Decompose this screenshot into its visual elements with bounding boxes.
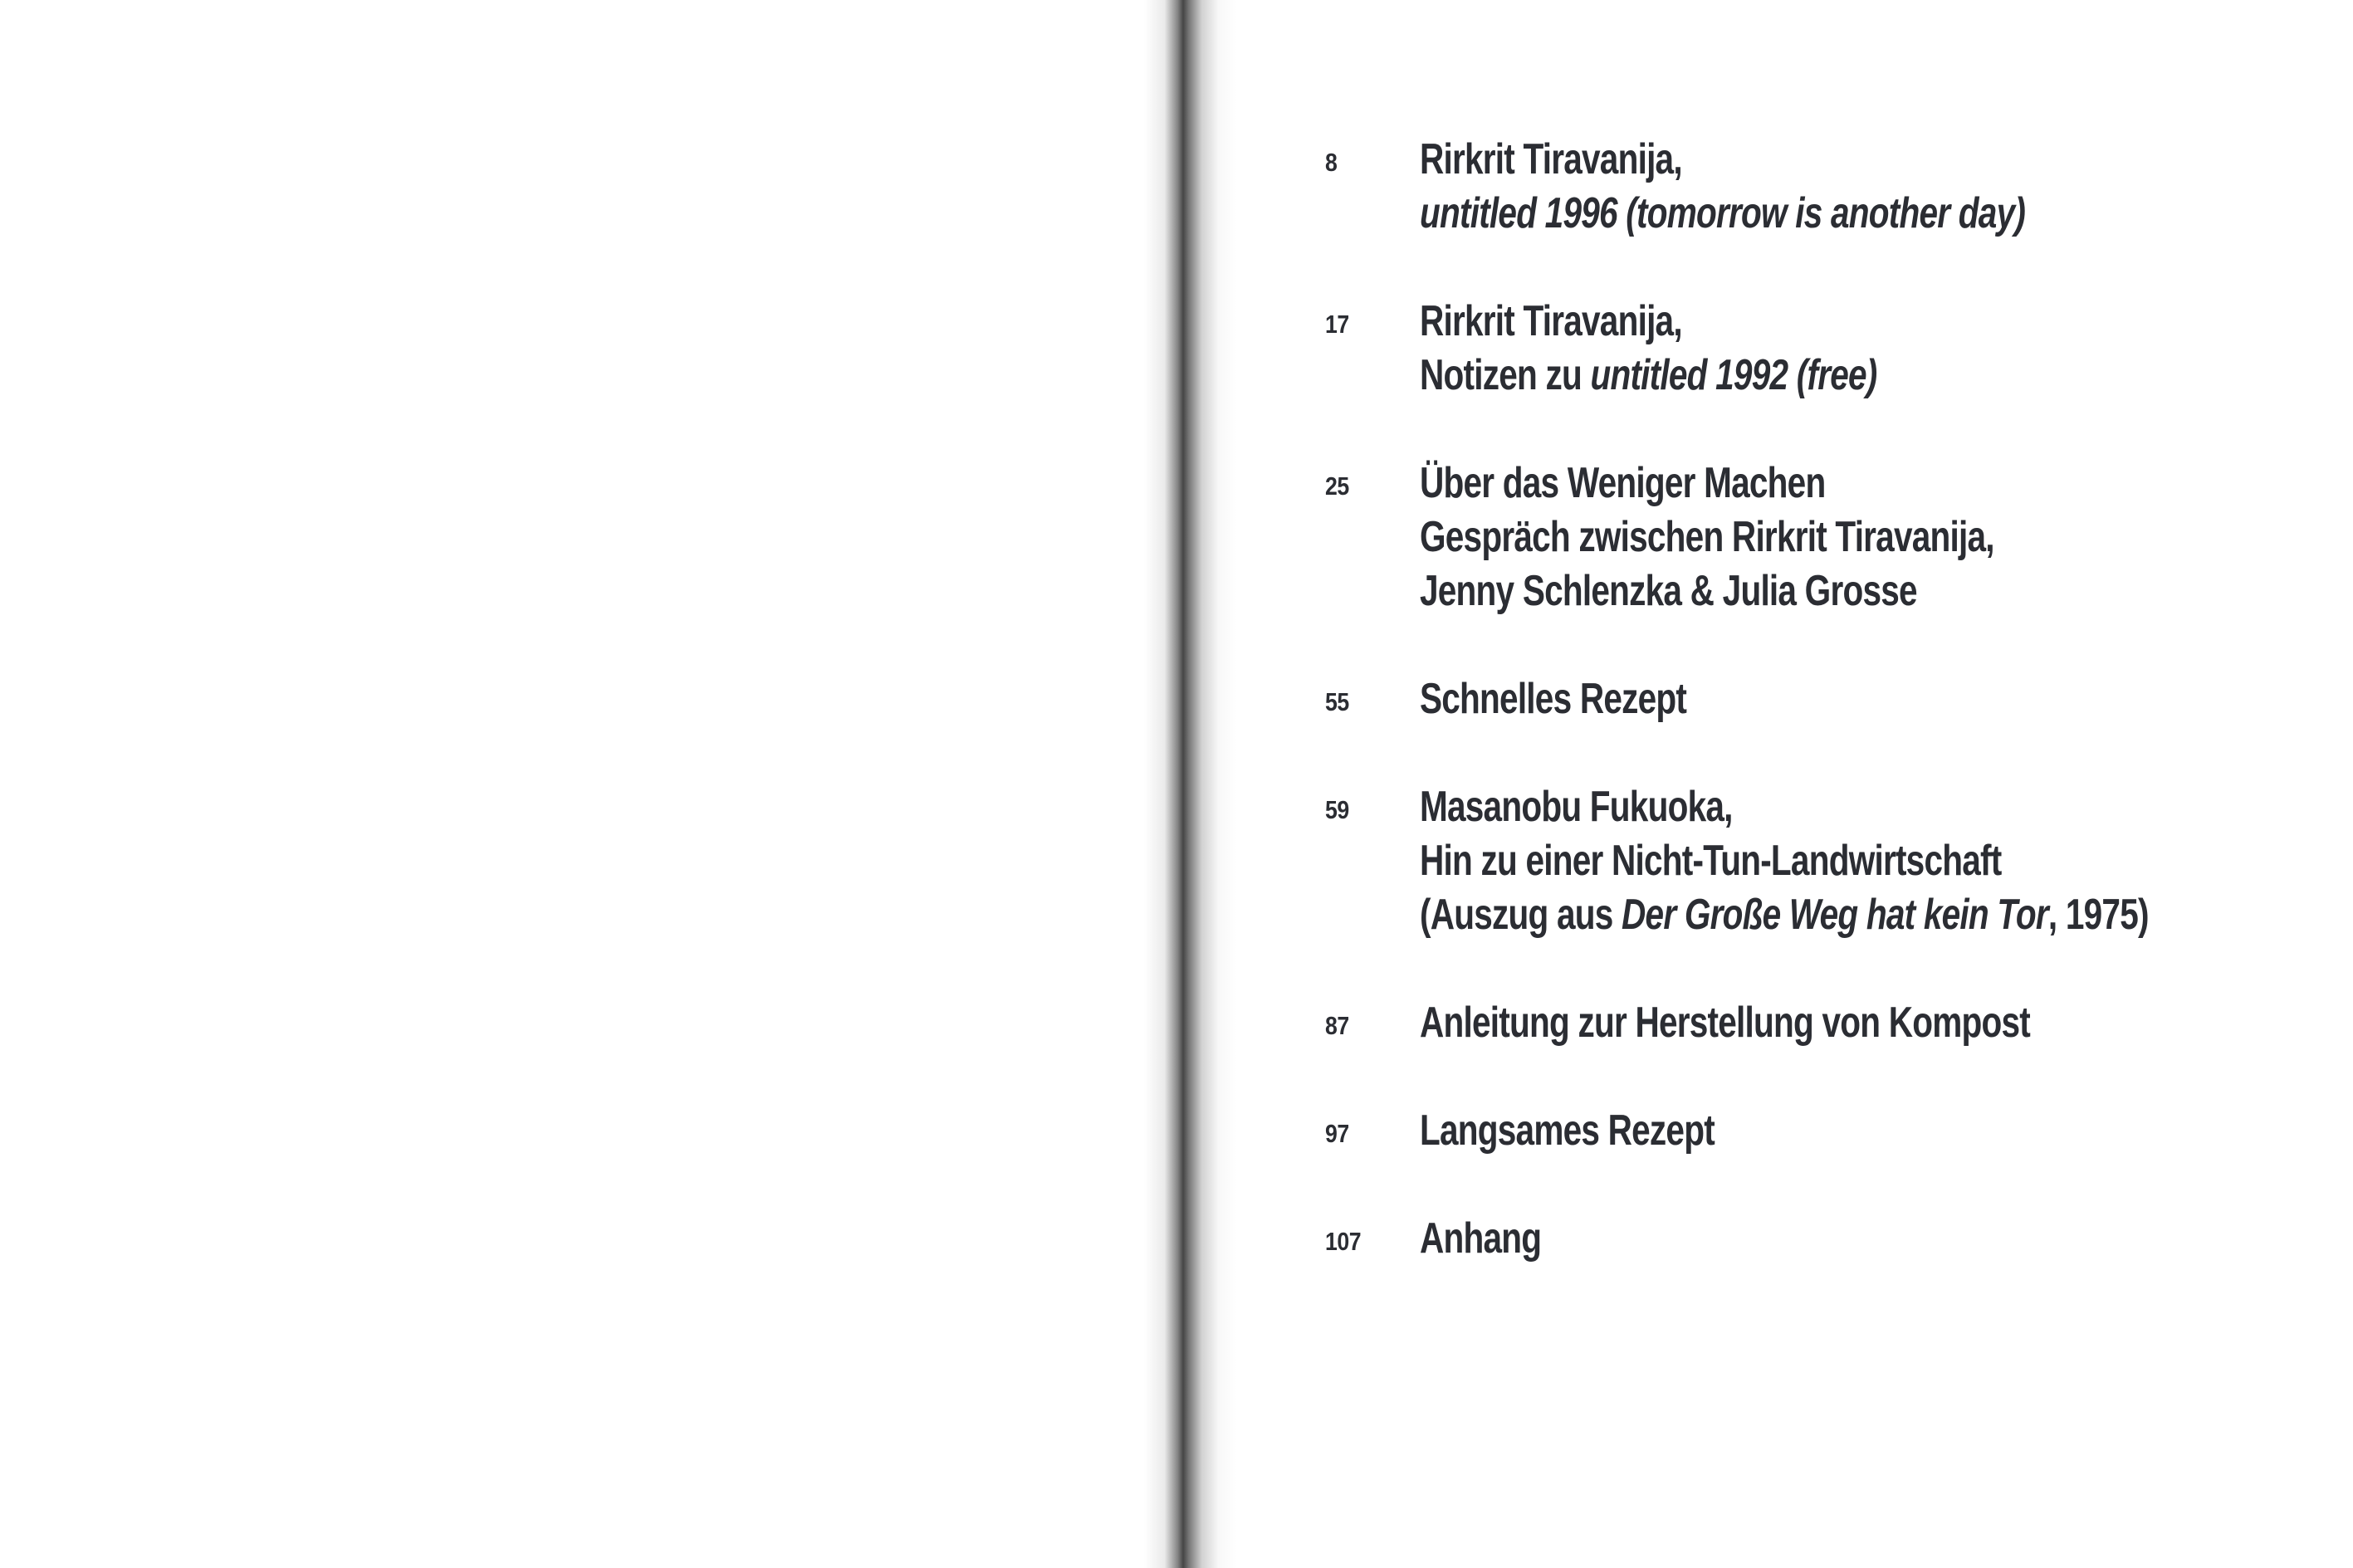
toc-line bbox=[1420, 349, 2110, 403]
toc-line bbox=[1420, 1104, 2110, 1158]
toc-entry bbox=[1325, 1104, 2305, 1158]
toc-entry-text bbox=[1420, 672, 2305, 726]
toc-text: , 1975) bbox=[2047, 891, 2149, 939]
toc-entry-text bbox=[1420, 1104, 2305, 1158]
toc-line bbox=[1420, 295, 2110, 349]
toc-page-number: 55 bbox=[1325, 687, 1349, 716]
toc-entry bbox=[1325, 996, 2305, 1050]
toc-line bbox=[1420, 888, 2149, 942]
toc-entry-text bbox=[1420, 780, 2305, 942]
toc-text: Jenny Schlenzka & Julia Grosse bbox=[1420, 567, 1917, 615]
toc-text: Rirkrit Tiravanija, bbox=[1420, 135, 1682, 183]
toc-text: Anleitung zur Herstellung von Kompost bbox=[1420, 999, 2031, 1047]
toc-entry bbox=[1325, 780, 2305, 942]
toc-line bbox=[1420, 834, 2110, 888]
toc-text: Schnelles Rezept bbox=[1420, 675, 1687, 723]
toc-entry bbox=[1325, 133, 2305, 241]
toc-line bbox=[1420, 564, 2110, 618]
toc-text: Über das Weniger Machen bbox=[1420, 459, 1826, 507]
toc-page-number: 97 bbox=[1325, 1119, 1349, 1148]
toc-page-number: 8 bbox=[1325, 148, 1338, 177]
toc-text: Langsames Rezept bbox=[1420, 1106, 1715, 1155]
toc-text: Gespräch zwischen Rirkrit Tiravanija, bbox=[1420, 513, 1994, 561]
book-gutter-shadow bbox=[1144, 0, 1237, 1568]
toc-page-number: 107 bbox=[1325, 1227, 1362, 1256]
toc-entry-text bbox=[1420, 1212, 2305, 1266]
toc-italic-text: Der Große Weg hat kein Tor bbox=[1622, 891, 2048, 939]
toc-entry-text bbox=[1420, 295, 2305, 403]
table-of-contents bbox=[1325, 133, 2305, 1320]
toc-entry bbox=[1325, 295, 2305, 403]
toc-line bbox=[1420, 457, 2110, 510]
toc-entry-text bbox=[1420, 457, 2305, 618]
toc-line bbox=[1420, 133, 2110, 187]
toc-line bbox=[1420, 187, 2110, 241]
toc-entry-text bbox=[1420, 996, 2305, 1050]
toc-entry-text bbox=[1420, 133, 2305, 241]
toc-italic-text: untitled 1996 (tomorrow is another day) bbox=[1420, 189, 2026, 237]
toc-text: Notizen zu bbox=[1420, 351, 1591, 399]
toc-page-number: 17 bbox=[1325, 310, 1349, 339]
toc-text: Anhang bbox=[1420, 1214, 1542, 1263]
toc-line bbox=[1420, 672, 2110, 726]
toc-page-number: 87 bbox=[1325, 1011, 1349, 1040]
toc-entry bbox=[1325, 457, 2305, 618]
toc-text: Hin zu einer Nicht-Tun-Landwirtschaft bbox=[1420, 837, 2002, 885]
toc-text: Masanobu Fukuoka, bbox=[1420, 783, 1733, 831]
toc-page-number: 25 bbox=[1325, 471, 1349, 501]
toc-text: Rirkrit Tiravanija, bbox=[1420, 297, 1682, 345]
toc-italic-text: untitled 1992 (free) bbox=[1590, 351, 1877, 399]
toc-text: (Auszug aus bbox=[1420, 891, 1622, 939]
toc-line bbox=[1420, 510, 2110, 564]
toc-entry bbox=[1325, 672, 2305, 726]
toc-line bbox=[1420, 996, 2110, 1050]
toc-line bbox=[1420, 780, 2110, 834]
toc-page-number: 59 bbox=[1325, 795, 1349, 824]
toc-line bbox=[1420, 1212, 2110, 1266]
toc-entry bbox=[1325, 1212, 2305, 1266]
